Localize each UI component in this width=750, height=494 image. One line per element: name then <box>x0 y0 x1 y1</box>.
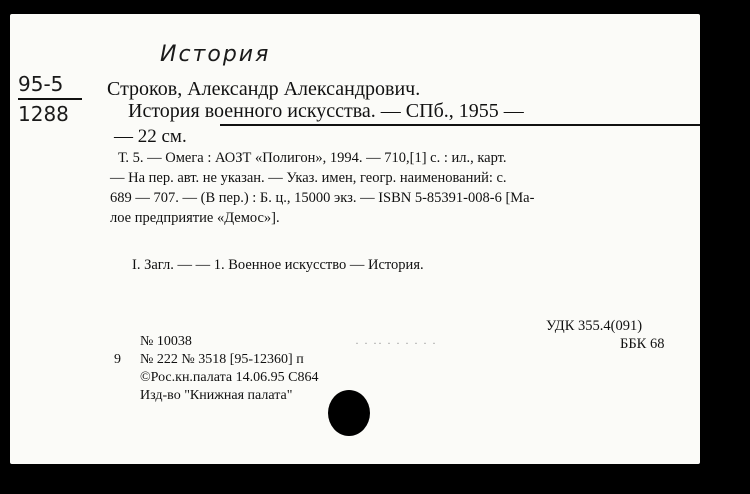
faded-print: · · ·· · · · · · · <box>355 336 437 350</box>
left-digit: 9 <box>114 352 121 367</box>
description-line-4: лое предприятие «Демос»]. <box>110 210 280 226</box>
handwritten-shelf-top: 95-5 <box>18 72 64 96</box>
publisher-line: Изд-во "Книжная палата" <box>140 388 293 403</box>
tracings-line: I. Загл. — — 1. Военное искусство — История. <box>132 257 424 273</box>
title-underline <box>220 124 700 126</box>
ink-blot <box>328 390 370 436</box>
handwritten-subject: История <box>160 42 271 67</box>
shelf-divider-line <box>18 98 82 100</box>
catalog-card <box>10 14 700 464</box>
author-heading: Строков, Александр Александрович. <box>107 78 421 100</box>
description-line-2: — На пер. авт. не указан. — Указ. имен, геогр. наименований: с. <box>110 170 507 186</box>
copyright-line: ©Рос.кн.палата 14.06.95 С864 <box>140 370 319 385</box>
size-line: — 22 см. <box>114 126 187 147</box>
title-line: История военного искусства. — СПб., 1955 — <box>128 100 524 122</box>
description-line-1: Т. 5. — Омега : АОЗТ «Полигон», 1994. — 710,[1] с. : ил., карт. <box>118 150 507 166</box>
udk-code: УДК 355.4(091) <box>546 318 643 334</box>
record-number: № 10038 <box>140 334 192 349</box>
description-line-3: 689 — 707. — (В пер.) : Б. ц., 15000 экз. — ISBN 5-85391-008-6 [Ма- <box>110 190 535 206</box>
handwritten-shelf-bottom: 1288 <box>18 102 69 126</box>
bbk-code: ББК 68 <box>620 336 665 352</box>
registry-line: № 222 № 3518 [95-12360] п <box>140 352 304 367</box>
